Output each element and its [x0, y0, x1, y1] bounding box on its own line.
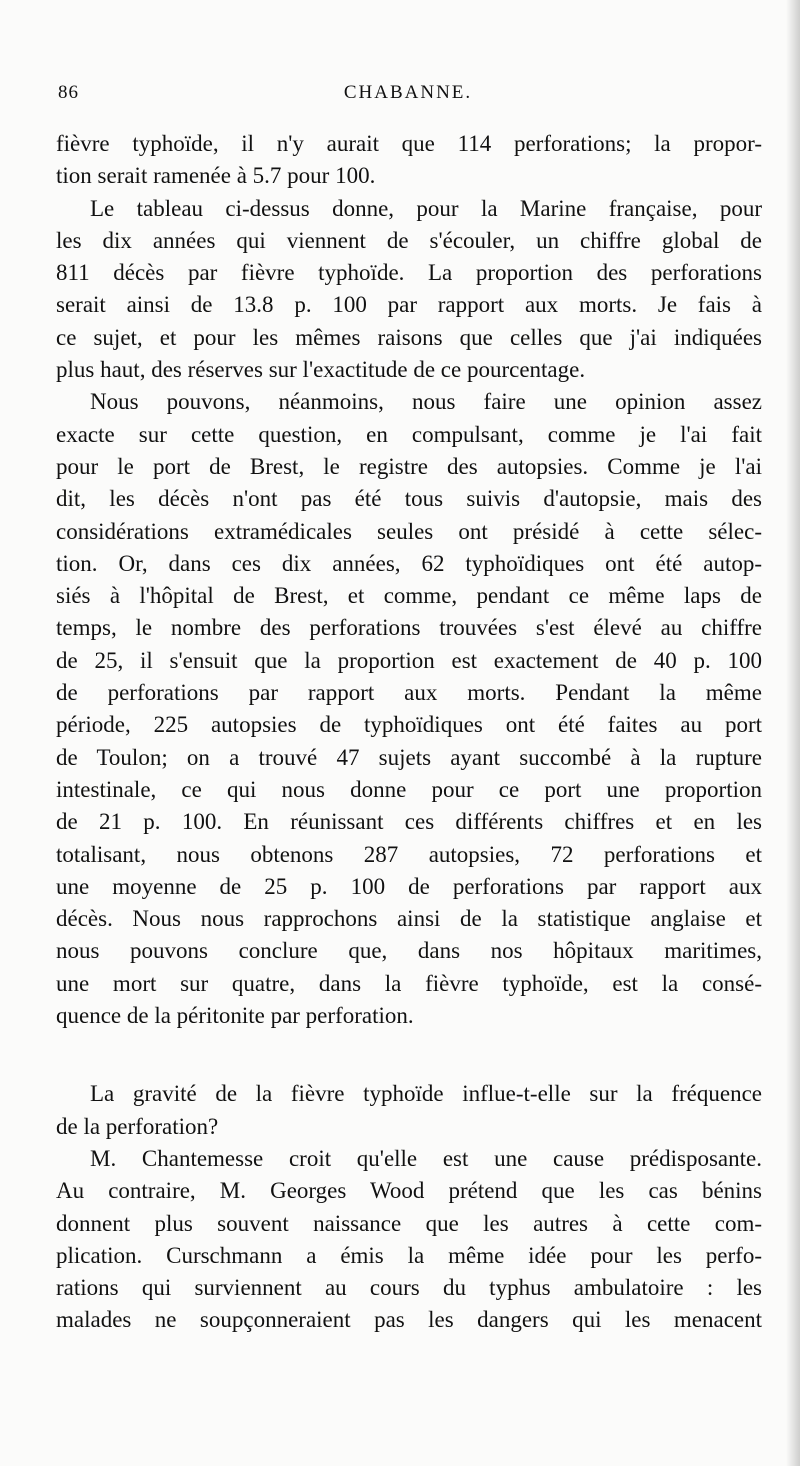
text-line: de perforations par rapport aux morts. Pendant la même: [56, 680, 762, 706]
text-line: Le tableau ci-dessus donne, pour la Marine française, pour: [90, 195, 762, 221]
text-line: exacte sur cette question, en compulsant, comme je l'ai fait: [56, 421, 762, 447]
text-line: décès. Nous nous rapprochons ainsi de la statistique anglaise et: [56, 906, 762, 932]
text-line: donnent plus souvent naissance que les autres à cette com-: [56, 1210, 762, 1236]
text-line: plus haut, des réserves sur l'exactitude de ce pourcentage.: [56, 357, 586, 383]
running-head: CHABANNE.: [343, 82, 473, 103]
body-text: [56, 128, 762, 1337]
text-line: les dix années qui viennent de s'écouler, un chiffre global de: [56, 227, 762, 253]
page-edge-shadow: [786, 0, 800, 1466]
text-line: tion serait ramenée à 5.7 pour 100.: [56, 163, 376, 189]
text-line: siés à l'hôpital de Brest, et comme, pendant ce même laps de: [56, 583, 762, 609]
text-line: 811 décès par fièvre typhoïde. La proportion des perforations: [56, 260, 762, 286]
text-line: tion. Or, dans ces dix années, 62 typhoïdiques ont été autop-: [56, 550, 762, 576]
text-line: La gravité de la fièvre typhoïde influe-t-elle sur la fréquence: [90, 1081, 762, 1107]
text-line: intestinale, ce qui nous donne pour ce port une proportion: [56, 776, 762, 802]
page-number: 86: [58, 82, 79, 103]
text-line: nous pouvons conclure que, dans nos hôpitaux maritimes,: [56, 938, 762, 964]
text-line: ce sujet, et pour les mêmes raisons que celles que j'ai indiquées: [56, 324, 762, 350]
paragraph: [56, 386, 762, 1032]
text-line: serait ainsi de 13.8 p. 100 par rapport aux morts. Je fais à: [56, 292, 762, 318]
text-line: M. Chantemesse croit qu'elle est une cause prédisposante.: [90, 1145, 762, 1171]
paragraph: [56, 193, 762, 387]
text-line: temps, le nombre des perforations trouvées s'est élevé au chiffre: [56, 615, 762, 641]
text-line: de Toulon; on a trouvé 47 sujets ayant succombé à la rupture: [56, 744, 762, 770]
paragraph: [56, 1078, 762, 1143]
section-gap: [56, 1032, 762, 1078]
text-line: pour le port de Brest, le registre des autopsies. Comme je l'ai: [56, 453, 762, 479]
text-line: une mort sur quatre, dans la fièvre typhoïde, est la consé-: [56, 970, 762, 996]
paragraph: [56, 1143, 762, 1337]
text-line: plication. Curschmann a émis la même idée pour les perfo-: [56, 1242, 762, 1268]
paragraph: [56, 128, 762, 193]
text-line: rations qui surviennent au cours du typhus ambulatoire : les: [56, 1275, 762, 1301]
text-line: de 25, il s'ensuit que la proportion est exactement de 40 p. 100: [56, 647, 762, 673]
text-line: Au contraire, M. Georges Wood prétend que les cas bénins: [56, 1178, 762, 1204]
text-line: de 21 p. 100. En réunissant ces différents chiffres et en les: [56, 809, 762, 835]
text-line: totalisant, nous obtenons 287 autopsies, 72 perforations et: [56, 841, 762, 867]
text-line: considérations extramédicales seules ont présidé à cette sélec-: [56, 518, 762, 544]
text-line: période, 225 autopsies de typhoïdiques ont été faites au port: [56, 712, 762, 738]
text-line: malades ne soupçonneraient pas les dangers qui les menacent: [56, 1307, 762, 1333]
text-line: de la perforation?: [56, 1113, 219, 1139]
text-line: quence de la péritonite par perforation.: [56, 1003, 414, 1029]
text-line: une moyenne de 25 p. 100 de perforations par rapport aux: [56, 873, 762, 899]
text-line: Nous pouvons, néanmoins, nous faire une opinion assez: [90, 389, 762, 415]
text-line: dit, les décès n'ont pas été tous suivis d'autopsie, mais des: [56, 486, 762, 512]
page-header: [58, 82, 758, 112]
text-line: fièvre typhoïde, il n'y aurait que 114 perforations; la propor-: [56, 131, 762, 156]
